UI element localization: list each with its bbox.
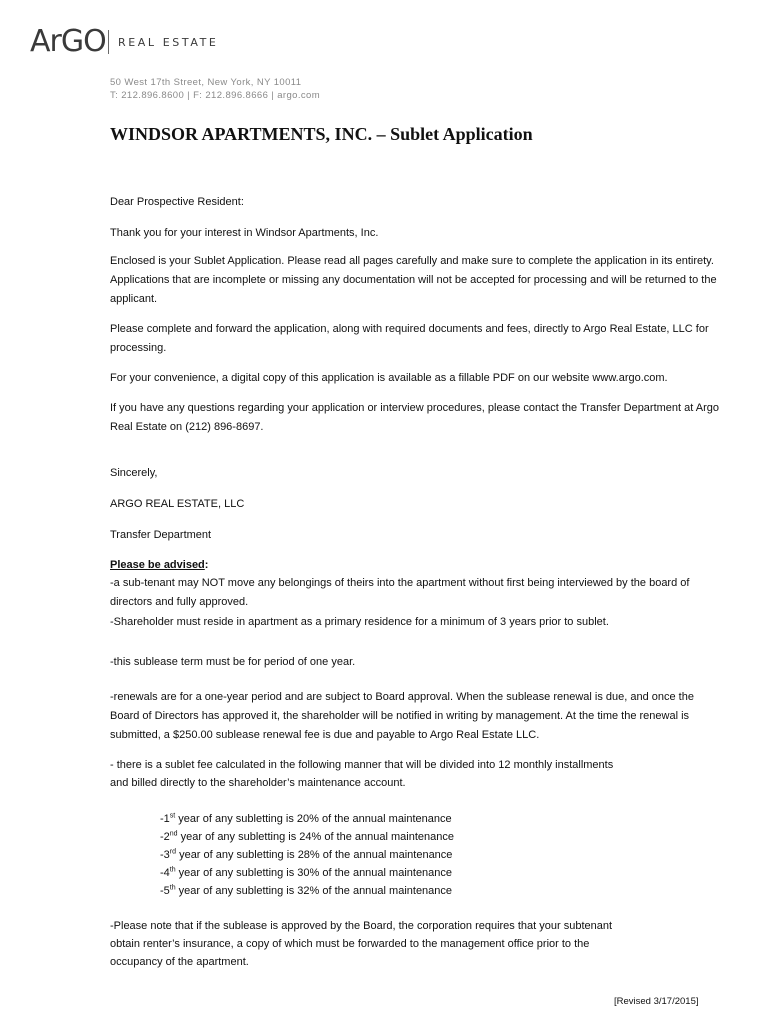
fee-item: -2nd year of any subletting is 24% of the annual maintenance <box>160 830 454 843</box>
revision-date: [Revised 3/17/2015] <box>614 996 699 1007</box>
advised-heading-line <box>110 556 720 575</box>
intro-paragraph: Thank you for your interest in Windsor Apartments, Inc. <box>110 227 379 239</box>
fee-item: -3rd year of any subletting is 28% of the annual maintenance <box>160 848 453 861</box>
greeting: Dear Prospective Resident: <box>110 196 244 208</box>
rule-renewals: -renewals are for a one-year period and are subject to Board approval. When the sublease renewal is due, and once the Board of Directors has approved it, the shareholder will be notified in writing by management. At the time the renewal is submitted, a $250.00 sublease renewal fee is due and payable to Argo Real Estate LLC. <box>110 691 694 741</box>
signature-department: Transfer Department <box>110 529 212 541</box>
rule-sublet-fee-line2: and billed directly to the shareholder’s maintenance account. <box>110 777 406 789</box>
insurance-line1: -Please note that if the sublease is approved by the Board, the corporation requires that your subtenant <box>110 920 613 932</box>
rule-sublet-fee-line1: - there is a sublet fee calculated in the following manner that will be divided into 12 monthly installments <box>110 759 614 771</box>
contact-line: T: 212.896.8600 | F: 212.896.8666 | argo.com <box>110 90 321 101</box>
enclosed-paragraph: Enclosed is your Sublet Application. Please read all pages carefully and make sure to complete the application in its entirety. Applications that are incomplete or missing any documentation will not be accepted for processing and will be returned to the applicant. <box>110 255 717 305</box>
fee-item: -4th year of any subletting is 30% of the annual maintenance <box>160 866 453 879</box>
document-title: WINDSOR APARTMENTS, INC. – Sublet Application <box>110 124 533 144</box>
sublet-fee-schedule <box>160 810 454 900</box>
address-line: 50 West 17th Street, New York, NY 10011 <box>110 77 302 88</box>
advised-colon: : <box>204 559 209 571</box>
letterhead-address <box>110 76 320 102</box>
forward-paragraph: Please complete and forward the application, along with required documents and fees, directly to Argo Real Estate, LLC for processing. <box>110 323 709 354</box>
fee-item: -5th year of any subletting is 32% of the annual maintenance <box>160 884 453 897</box>
rule-residence: -Shareholder must reside in apartment as a primary residence for a minimum of 3 years prior to sublet. <box>110 616 609 628</box>
advised-heading: Please be advised <box>110 559 205 571</box>
closing: Sincerely, <box>110 467 158 479</box>
logo-subtitle: REAL ESTATE <box>118 36 219 49</box>
questions-paragraph: If you have any questions regarding your application or interview procedures, please contact the Transfer Department at Argo Real Estate on (212) 896-8697. <box>110 402 720 433</box>
signature-company: ARGO REAL ESTATE, LLC <box>110 498 245 510</box>
rule-interview: -a sub-tenant may NOT move any belongings of theirs into the apartment without first being interviewed by the board of directors and fully approved. <box>110 577 690 608</box>
logo-divider <box>108 30 109 54</box>
insurance-line2: obtain renter’s insurance, a copy of which must be forwarded to the management office prior to the <box>110 938 590 950</box>
rule-term: -this sublease term must be for period of one year. <box>110 656 356 668</box>
digital-copy-paragraph: For your convenience, a digital copy of this application is available as a fillable PDF on our website www.argo.com. <box>110 372 668 384</box>
insurance-line3: occupancy of the apartment. <box>110 956 249 968</box>
argo-logo: ArGO <box>30 24 106 59</box>
fee-item: -1st year of any subletting is 20% of the annual maintenance <box>160 812 452 825</box>
